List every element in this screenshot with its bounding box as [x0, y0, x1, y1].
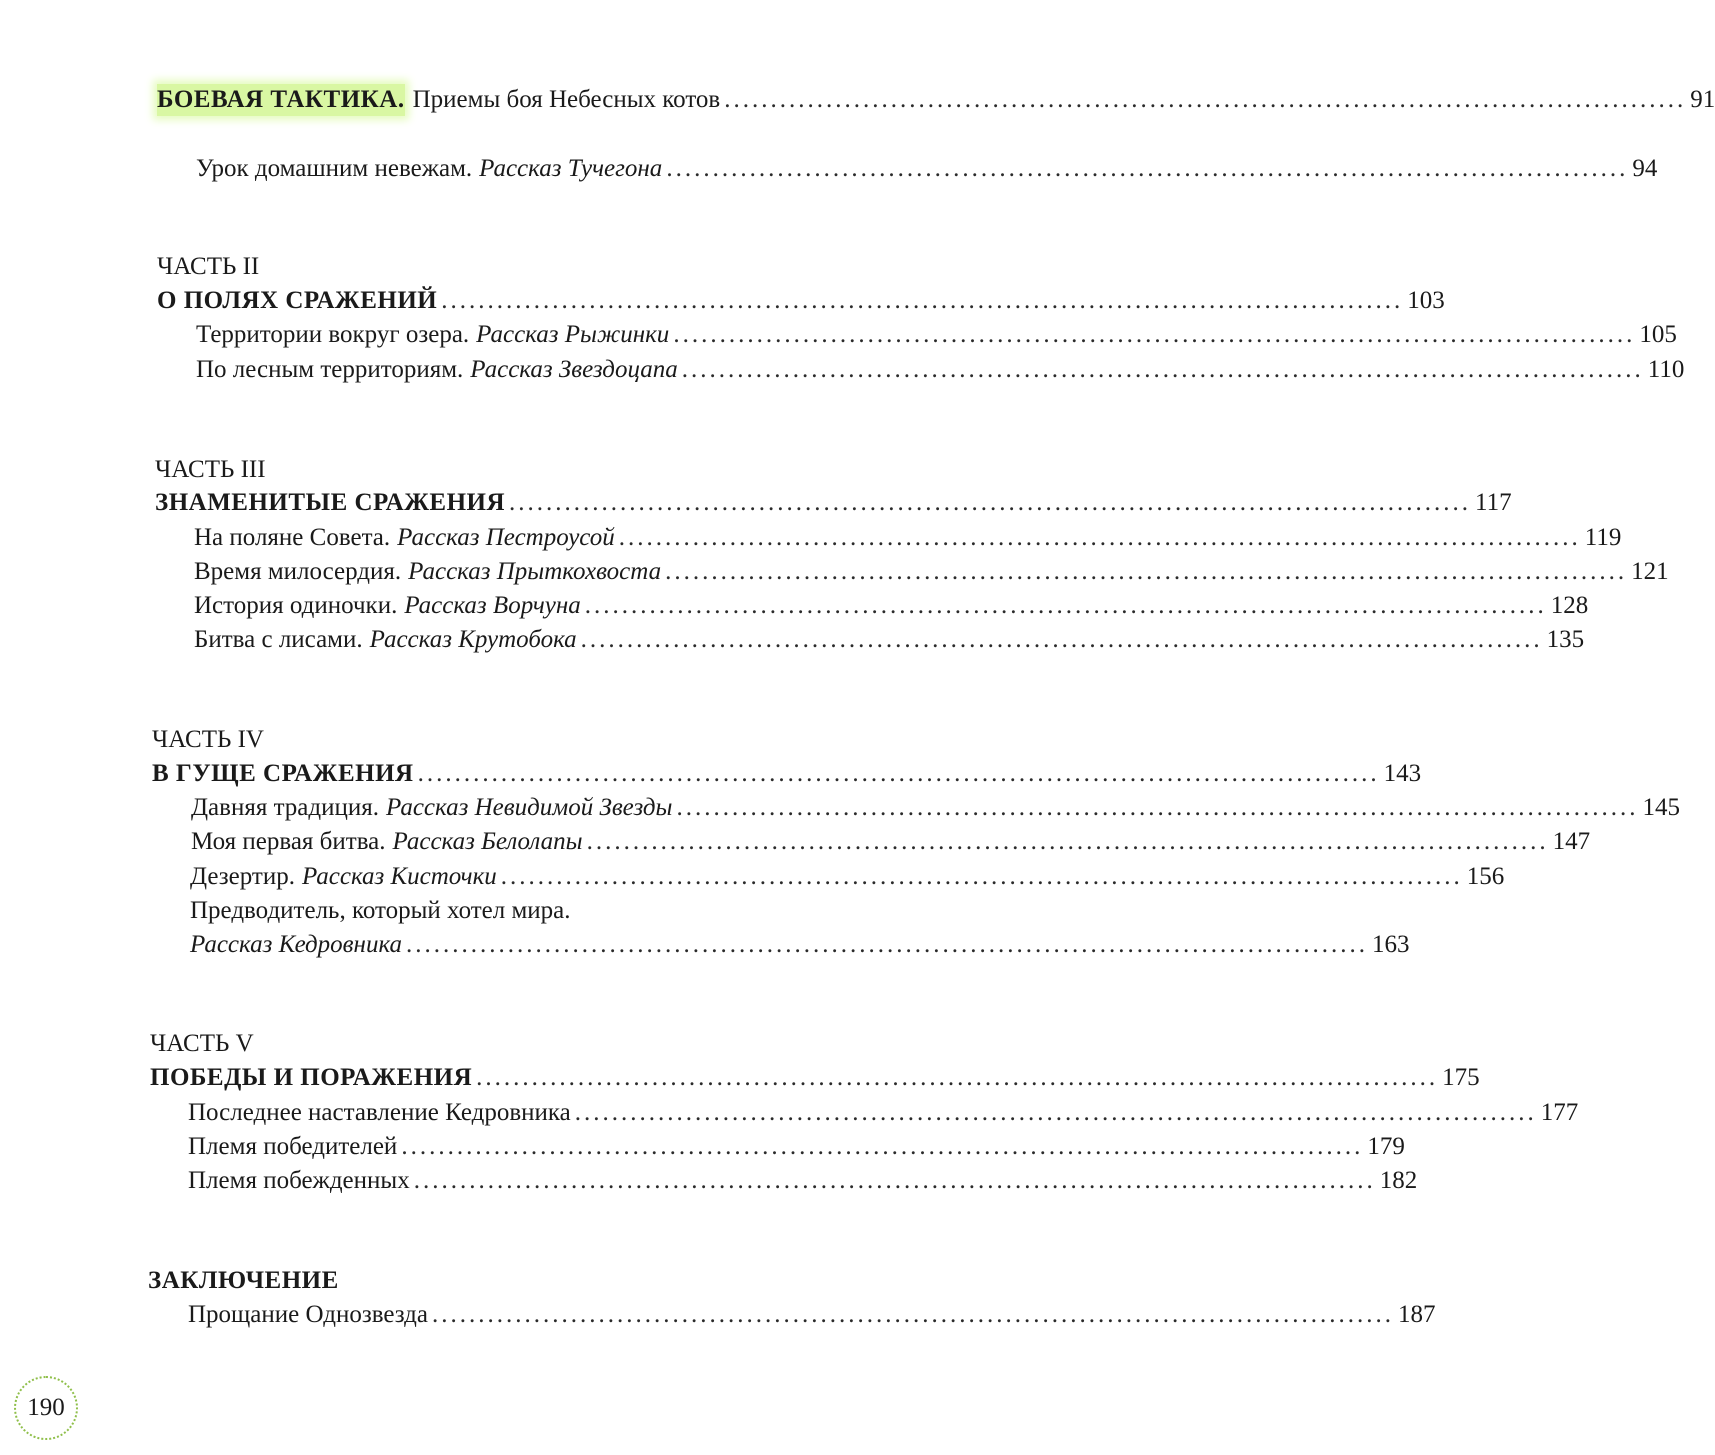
- page-ref: 143: [1383, 760, 1422, 787]
- page-ref: 135: [1546, 626, 1585, 653]
- entry-title: По лесным территориям.: [196, 356, 464, 383]
- heading-text: В ГУЩЕ СРАЖЕНИЯ: [152, 760, 414, 787]
- entry-title: Моя первая битва.: [191, 828, 386, 855]
- page-ref: 147: [1552, 828, 1591, 855]
- heading-text: БОЕВАЯ ТАКТИКА.: [157, 84, 405, 116]
- entry-author: Рассказ Рыжинки: [476, 321, 670, 348]
- entry-title: Давняя традиция.: [191, 794, 380, 821]
- heading-text: О ПОЛЯХ СРАЖЕНИЙ: [157, 287, 438, 314]
- dot-leader: ........................................................................................................: [586, 828, 1549, 855]
- page-ref: 163: [1372, 931, 1410, 958]
- toc-entry: [194, 556, 1669, 588]
- dot-leader: ........................................................................................................: [666, 155, 1629, 182]
- toc-heading: [150, 1062, 1480, 1094]
- page-ref: 121: [1631, 558, 1669, 585]
- entry-title: Племя победителей: [188, 1133, 398, 1160]
- toc-entry: [188, 1131, 1405, 1163]
- dot-leader: ........................................................................................................: [401, 1133, 1364, 1160]
- part-label: ЧАСТЬ IV: [152, 726, 264, 753]
- dot-leader: ........................................................................................................: [509, 489, 1472, 516]
- toc-entry: [188, 1299, 1436, 1331]
- part-label: ЧАСТЬ III: [155, 456, 266, 483]
- page-ref: 110: [1647, 356, 1685, 383]
- toc-entry: [188, 1097, 1579, 1129]
- entry-author: Рассказ Пестроусой: [397, 524, 615, 551]
- page-ref: 117: [1475, 489, 1512, 516]
- toc-entry: [191, 792, 1680, 824]
- dot-leader: ........................................................................................................: [476, 1064, 1439, 1091]
- entry-author: Рассказ Звездоцапа: [470, 356, 678, 383]
- entry-title: Последнее наставление Кедровника: [188, 1099, 571, 1126]
- entry-author: Рассказ Невидимой Звезды: [386, 794, 673, 821]
- toc-entry: [188, 1165, 1418, 1197]
- entry-author: Рассказ Прыткохвоста: [408, 558, 662, 585]
- entry-title: Урок домашним невежам.: [196, 155, 473, 182]
- toc-entry: [194, 590, 1589, 622]
- entry-title: Территории вокруг озера.: [196, 321, 470, 348]
- toc-heading: [157, 285, 1445, 317]
- page-ref: 182: [1379, 1167, 1418, 1194]
- dot-leader: ........................................................................................................: [406, 931, 1369, 958]
- toc-entry: [196, 354, 1685, 386]
- dot-leader: ........................................................................................................: [676, 794, 1639, 821]
- page-ref: 103: [1407, 287, 1445, 314]
- dot-leader: ........................................................................................................: [618, 524, 1581, 551]
- page-ref: 91: [1690, 86, 1715, 113]
- toc-heading: [152, 758, 1422, 790]
- page-ref: 119: [1584, 524, 1622, 551]
- dot-leader: ........................................................................................................: [432, 1301, 1395, 1328]
- page-ref: 145: [1642, 794, 1680, 821]
- entry-title: Племя побежденных: [188, 1167, 410, 1194]
- toc-entry: [196, 319, 1677, 351]
- entry-title: Дезертир.: [190, 863, 295, 890]
- toc-heading: [155, 487, 1512, 519]
- toc-entry: [190, 929, 1410, 961]
- heading-subtitle: Приемы боя Небесных котов: [412, 86, 721, 113]
- toc-entry: [194, 624, 1585, 656]
- dot-leader: ........................................................................................................: [673, 321, 1636, 348]
- dot-leader: ........................................................................................................: [500, 863, 1463, 890]
- page-ref: 179: [1367, 1133, 1405, 1160]
- entry-author: Рассказ Крутобока: [369, 626, 577, 653]
- heading-text: ПОБЕДЫ И ПОРАЖЕНИЯ: [150, 1064, 473, 1091]
- dot-leader: ........................................................................................................: [441, 287, 1404, 314]
- entry-title: Предводитель, который хотел мира.: [190, 897, 571, 924]
- toc-heading-conclusion: ЗАКЛЮЧЕНИЕ: [148, 1267, 339, 1294]
- toc-entry: [196, 153, 1658, 185]
- entry-author: Рассказ Кисточки: [301, 863, 497, 890]
- entry-title: На поляне Совета.: [194, 524, 391, 551]
- dot-leader: ........................................................................................................: [417, 760, 1380, 787]
- page-ref: 105: [1639, 321, 1677, 348]
- entry-author: Рассказ Кедровника: [190, 931, 403, 958]
- toc-entry: [191, 826, 1591, 858]
- part-label: ЧАСТЬ V: [150, 1030, 254, 1057]
- dot-leader: ........................................................................................................: [580, 626, 1543, 653]
- entry-title: Время милосердия.: [194, 558, 402, 585]
- page-ref: 187: [1398, 1301, 1436, 1328]
- page-ref: 175: [1442, 1064, 1480, 1091]
- page-ref: 128: [1550, 592, 1589, 619]
- dot-leader: ........................................................................................................: [724, 86, 1687, 113]
- page-ref: 156: [1466, 863, 1505, 890]
- entry-title: Прощание Однозвезда: [188, 1301, 429, 1328]
- dot-leader: ........................................................................................................: [413, 1167, 1376, 1194]
- entry-title: История одиночки.: [194, 592, 398, 619]
- entry-author: Рассказ Ворчуна: [404, 592, 581, 619]
- page-number-badge: [14, 1376, 78, 1440]
- entry-title: Битва с лисами.: [194, 626, 363, 653]
- page-number: 190: [27, 1394, 65, 1421]
- toc-heading-battle-tactics: [157, 84, 1715, 116]
- dot-leader: ........................................................................................................: [584, 592, 1547, 619]
- part-label: ЧАСТЬ II: [157, 253, 260, 280]
- dot-leader: ........................................................................................................: [665, 558, 1628, 585]
- heading-text: ЗНАМЕНИТЫЕ СРАЖЕНИЯ: [155, 489, 506, 516]
- page-ref: 94: [1632, 155, 1658, 182]
- toc-entry: [194, 522, 1622, 554]
- entry-author: Рассказ Тучегона: [479, 155, 663, 182]
- toc-entry: [190, 861, 1505, 893]
- page-ref: 177: [1540, 1099, 1579, 1126]
- entry-author: Рассказ Белолапы: [392, 828, 583, 855]
- dot-leader: ........................................................................................................: [681, 356, 1644, 383]
- dot-leader: ........................................................................................................: [574, 1099, 1537, 1126]
